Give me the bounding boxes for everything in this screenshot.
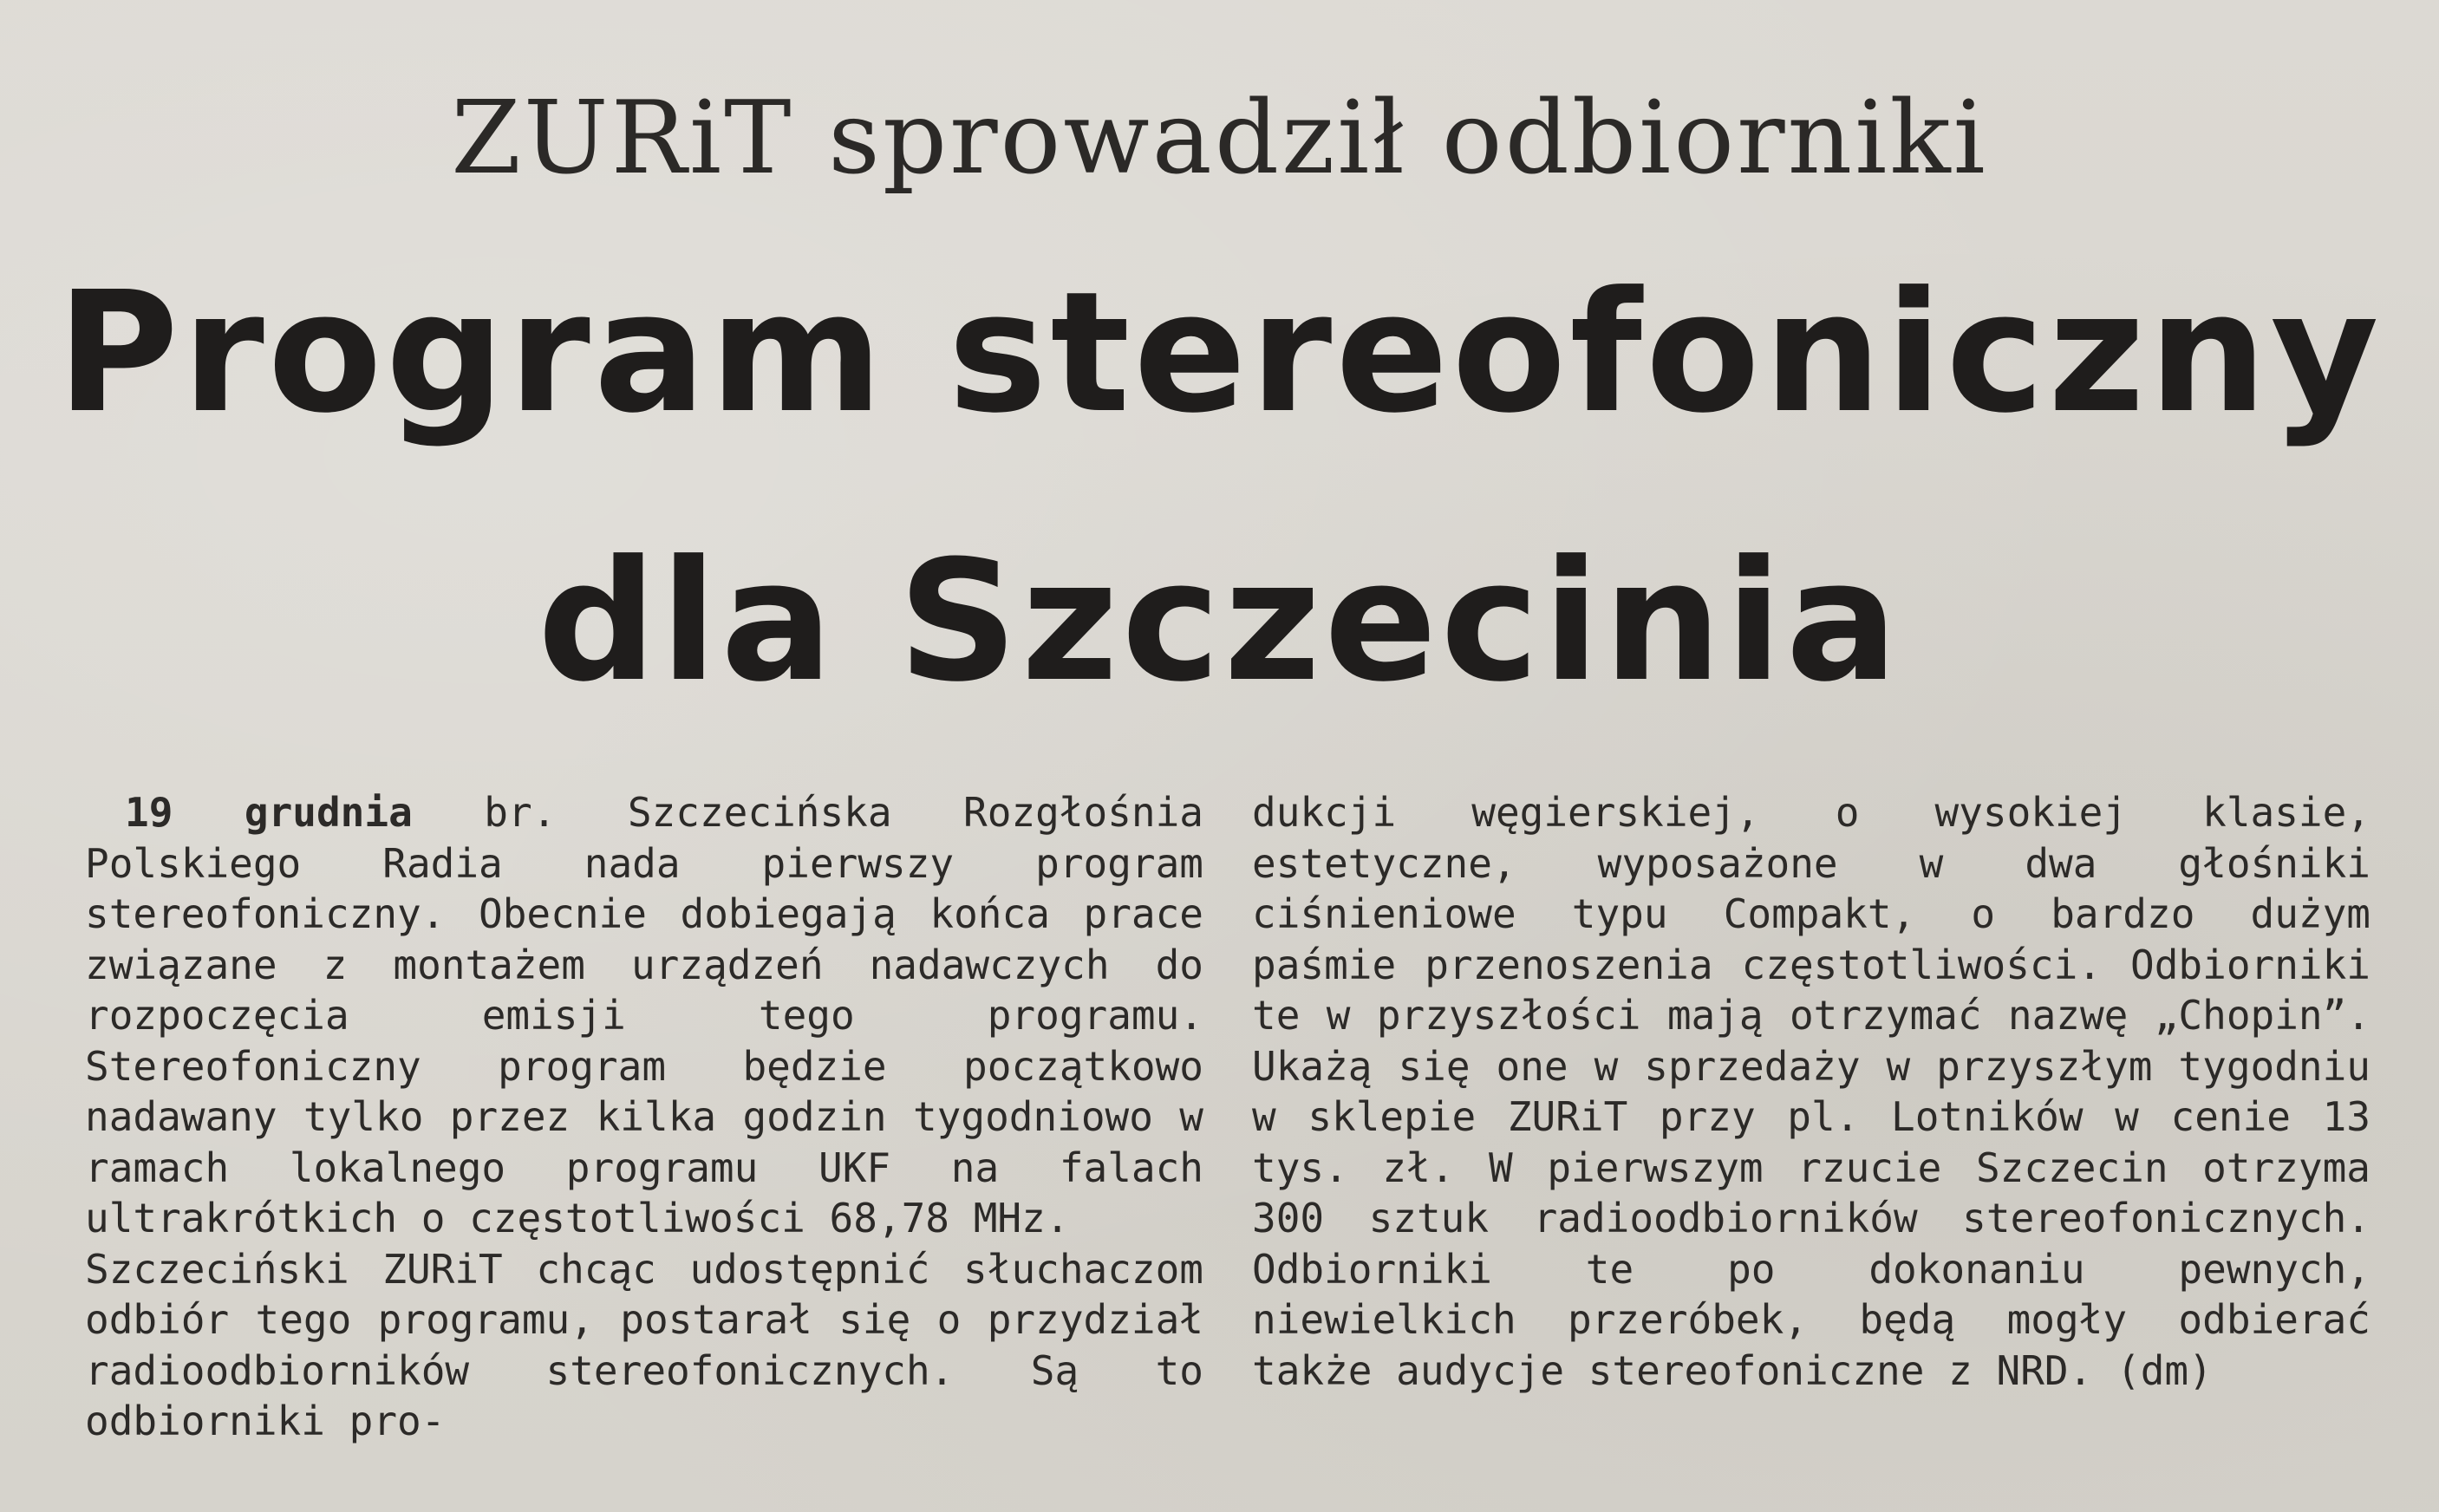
paragraph-1 xyxy=(85,787,1203,1244)
article-column-right xyxy=(1252,787,2371,1396)
article-column-left xyxy=(85,787,1203,1447)
paragraph-2: Szczeciński ZURiT chcąc udostępnić słuchaczom odbiór tego programu, postarał się o przydział radioodbiorników stereofonicznych. Są to odbiorniki pro- xyxy=(85,1245,1203,1444)
dateline: 19 grudnia xyxy=(125,789,413,836)
paragraph-3: dukcji węgierskiej, o wysokiej klasie, estetyczne, wyposażone w dwa głośniki ciśnieniowe typu Compakt, o bardzo dużym paśmie przenoszenia częstotliwości. Odbiorniki te w przyszłości mają otrzymać nazwę „Chopin”. Ukażą się one w sprzedaży w przyszłym tygodniu w sklepie ZURiT przy pl. Lotników w cenie 13 tys. zł. W pierwszym rzucie Szczecin otrzyma 300 sztuk radioodbiorników stereofonicznych. Odbiorniki te po dokonaniu pewnych, niewielkich przeróbek, będą mogły odbierać także audycje stereofoniczne z NRD. (dm) xyxy=(1252,789,2371,1394)
headline-line-2: dla Szczecinia xyxy=(537,525,1902,719)
paragraph-1-text: br. Szczecińska Rozgłośnia Polskiego Radia nada pierwszy program stereofoniczny. Obecnie dobiegają końca prace związane z montażem urządzeń nadawczych do rozpoczęcia emisji tego programu. Stereofoniczny program będzie początkowo nadawany tylko przez kilka godzin tygodniowo w ramach lokalnego programu UKF na falach ultrakrótkich o częstotliwości 68,78 MHz. xyxy=(85,789,1204,1242)
headline-line-1: Program stereofoniczny xyxy=(56,257,2383,450)
article-overline: ZURiT sprowadził odbiorniki xyxy=(451,80,1988,197)
